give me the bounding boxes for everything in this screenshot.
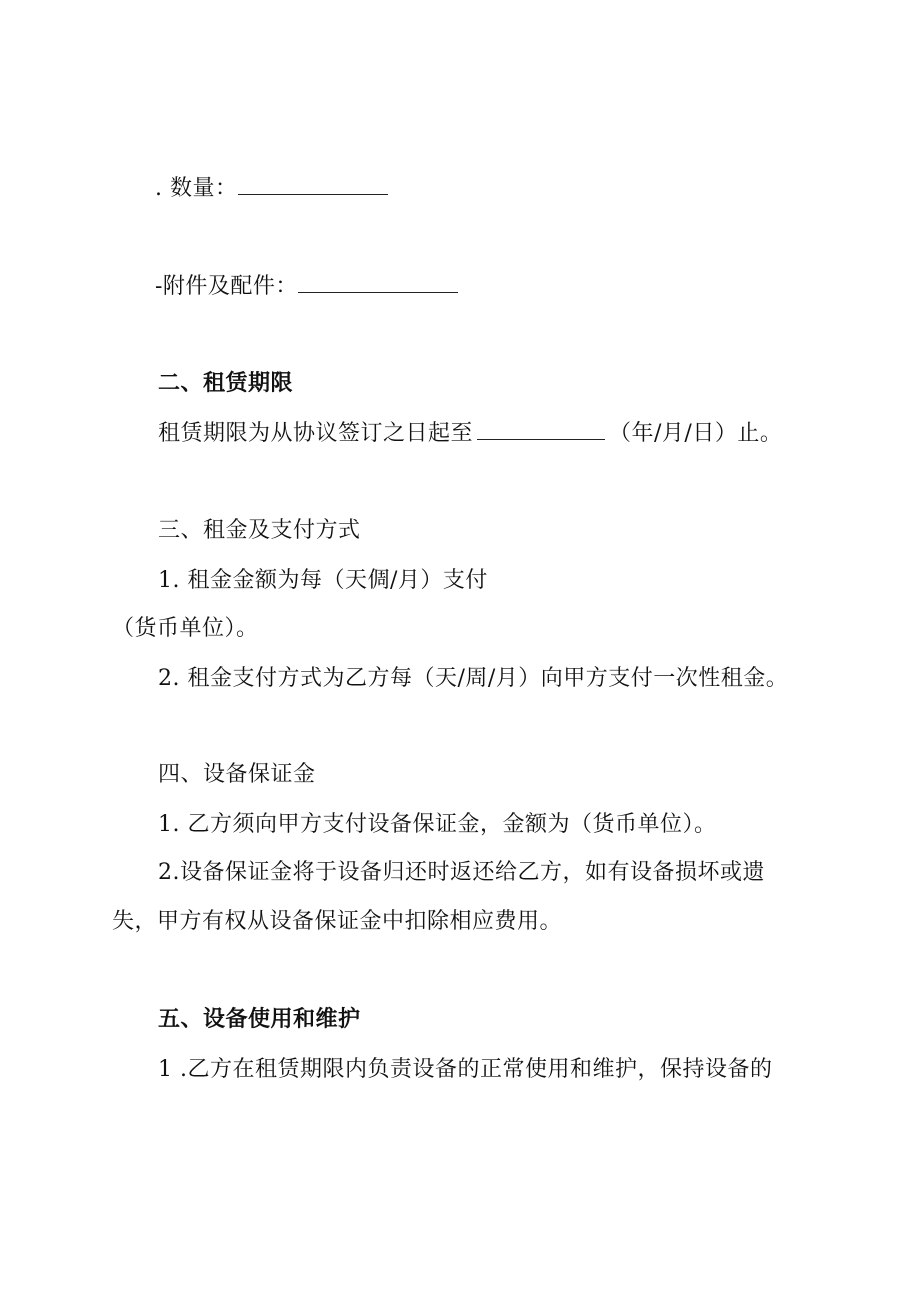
lease-term-text: 租赁期限为从协议签订之日起至 [158,421,474,446]
accessories-blank [298,272,458,293]
section-2-heading: 二、租赁期限 [158,371,294,396]
section-2-line-1 [158,419,782,449]
accessories-label: -附件及配件： [155,274,298,299]
section-3-line-2: （货币单位）。 [112,616,259,641]
quantity-blank [238,174,388,195]
section-4-line-2: 2.设备保证金将于设备归还时返还给乙方，如有设备损坏或遗 [158,860,765,885]
section-5-heading: 五、设备使用和维护 [158,1007,361,1032]
section-3-heading: 三、租金及支付方式 [158,518,361,543]
quantity-line [155,174,388,204]
section-4-line-3: 失，甲方有权从设备保证金中扣除相应费用。 [112,909,563,934]
lease-term-unit: （年/月/日）止。 [609,421,783,446]
accessories-line [155,272,458,302]
section-3-line-1: 1. 租金金额为每（天倜/月）支付 [158,568,488,593]
quantity-label: . 数量： [155,176,238,201]
section-3-line-3: 2. 租金支付方式为乙方每（天/周/月）向甲方支付一次性租金。 [158,666,789,691]
section-5-line-1: 1 .乙方在租赁期限内负责设备的正常使用和维护，保持设备的 [158,1057,773,1082]
section-4-line-1: 1. 乙方须向甲方支付设备保证金，金额为（货币单位）。 [158,812,717,837]
lease-end-date-blank [477,419,605,440]
section-4-heading: 四、设备保证金 [158,762,316,787]
